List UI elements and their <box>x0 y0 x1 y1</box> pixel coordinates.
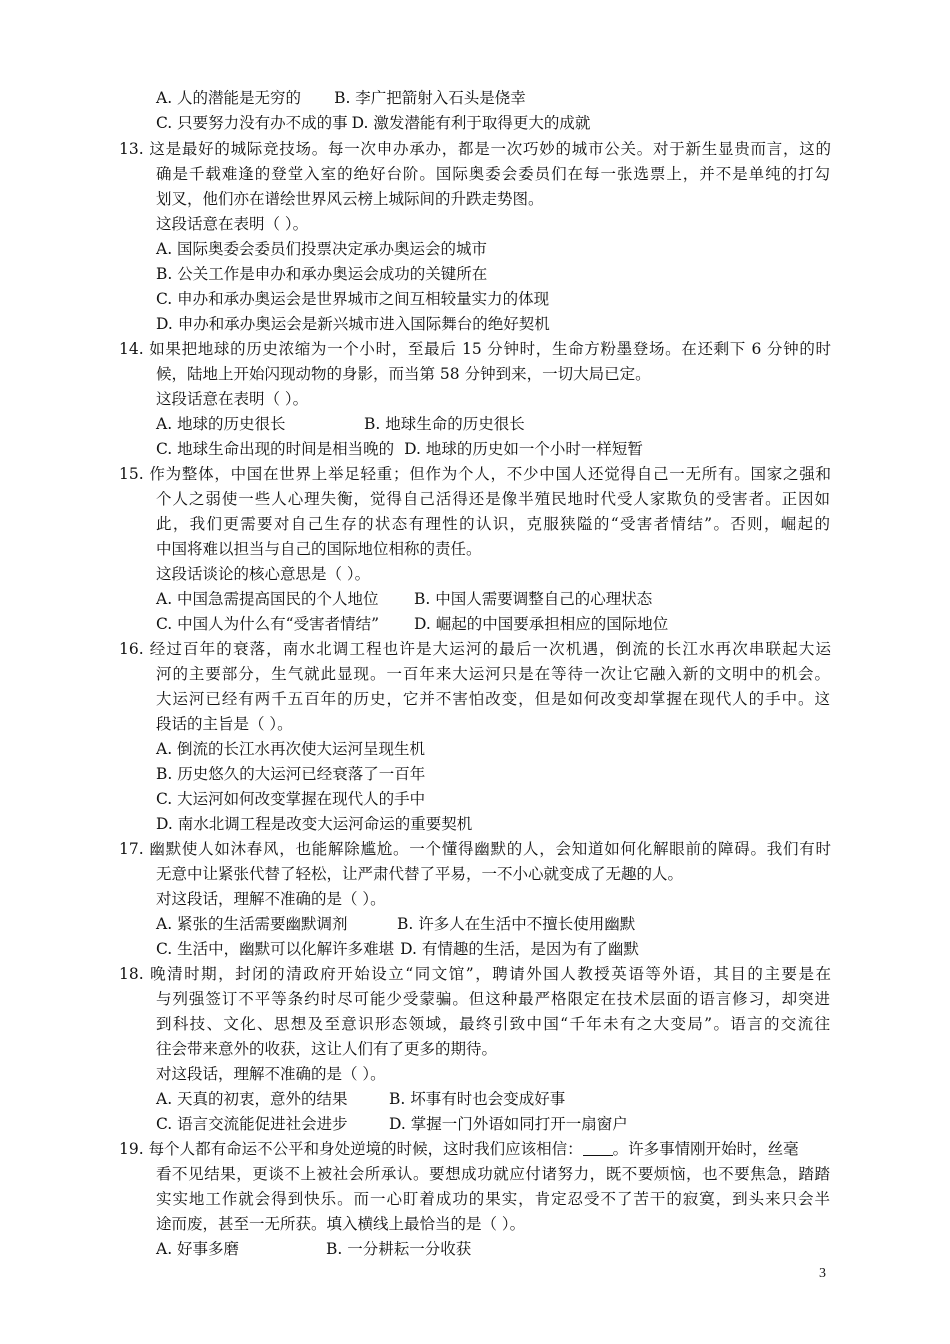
q14-prompt: 这段话意在表明（ ）。 <box>156 390 309 408</box>
q14-options-row1 <box>156 412 525 437</box>
q19-stem-before-blank: 19. 每个人都有命运不公平和身处逆境的时候，这时我们应该相信： <box>119 1140 583 1158</box>
q19-answer-blank <box>583 1139 613 1156</box>
q19-stem-line1 <box>119 1137 799 1162</box>
q16-option-c: C. 大运河如何改变掌握在现代人的手中 <box>156 790 426 808</box>
q19-option-b: B. 一分耕耘一分收获 <box>326 1240 472 1258</box>
q15-prompt: 这段话谈论的核心意思是（ ）。 <box>156 565 371 583</box>
q15-stem-line4: 中国将难以担当与自己的国际地位相称的责任。 <box>156 540 482 558</box>
q12-option-c: C. 只要努力没有办不成的事 <box>156 114 348 132</box>
q17-prompt: 对这段话，理解不准确的是（ ）。 <box>156 890 386 908</box>
q15-option-d: D. 崛起的中国要承担相应的国际地位 <box>414 615 669 633</box>
q19-stem-line2: 看不见结果，更谈不上被社会所承认。要想成功就应付诸努力，既不要烦恼，也不要焦急，踏踏 <box>156 1165 830 1183</box>
q18-options-row2 <box>156 1112 628 1137</box>
q19-stem-line3: 实实地工作就会得到快乐。而一心盯着成功的果实，肯定忍受不了苦干的寂寞，到头来只会半 <box>156 1190 830 1208</box>
q15-option-c: C. 中国人为什么有“受害者情结” <box>156 615 380 633</box>
q12-option-b: B. 李广把箭射入石头是侥幸 <box>334 89 526 107</box>
q15-stem-line1: 15. 作为整体，中国在世界上举足轻重；但作为个人，不少中国人还觉得自己一无所有。国家之强和 <box>119 465 831 483</box>
q18-option-c: C. 语言交流能促进社会进步 <box>156 1115 348 1133</box>
q19-option-a: A. 好事多磨 <box>156 1240 240 1258</box>
q13-stem-line3: 划叉，他们亦在谱绘世界风云榜上城际间的升跌走势图。 <box>156 190 544 208</box>
q19-stem-after-blank: 。许多事情刚开始时，丝毫 <box>612 1140 799 1158</box>
q15-options-row2 <box>156 612 668 637</box>
q13-option-d: D. 申办和承办奥运会是新兴城市进入国际舞台的绝好契机 <box>156 315 550 333</box>
q15-options-row1 <box>156 587 652 612</box>
q14-stem-line2: 候，陆地上开始闪现动物的身影，而当第 58 分钟到来，一切大局已定。 <box>156 365 651 383</box>
q17-options-row2 <box>156 937 639 962</box>
q18-stem-line2: 与列强签订不平等条约时尽可能少受蒙骗。但这种最严格限定在技术层面的语言修习，却突进 <box>156 990 830 1008</box>
q13-option-a: A. 国际奥委会委员们投票决定承办奥运会的城市 <box>156 240 488 258</box>
q12-options-row2 <box>156 111 590 136</box>
q17-options-row1 <box>156 912 635 937</box>
q17-option-c: C. 生活中，幽默可以化解许多难堪 <box>156 940 395 958</box>
q18-prompt: 对这段话，理解不准确的是（ ）。 <box>156 1065 386 1083</box>
q17-option-b: B. 许多人在生活中不擅长使用幽默 <box>397 915 636 933</box>
q18-option-d: D. 掌握一门外语如同打开一扇窗户 <box>389 1115 628 1133</box>
q12-option-a: A. 人的潜能是无穷的 <box>156 89 302 107</box>
q16-stem-line1: 16. 经过百年的衰落，南水北调工程也许是大运河的最后一次机遇，倒流的长江水再次串联起大运 <box>119 640 831 658</box>
q16-option-b: B. 历史悠久的大运河已经衰落了一百年 <box>156 765 426 783</box>
q18-options-row1 <box>156 1087 565 1112</box>
q13-option-b: B. 公关工作是申办和承办奥运会成功的关键所在 <box>156 265 488 283</box>
q16-stem-line3: 大运河已经有两千五百年的历史，它并不害怕改变，但是如何改变却掌握在现代人的手中。这 <box>156 690 830 708</box>
q18-stem-line1: 18. 晚清时期，封闭的清政府开始设立“同文馆”，聘请外国人教授英语等外语，其目的主要是在 <box>119 965 831 983</box>
q13-option-c: C. 申办和承办奥运会是世界城市之间互相较量实力的体现 <box>156 290 550 308</box>
q15-stem-line2: 个人之弱使一些人心理失衡，觉得自己活得还是像半殖民地时代受人家欺负的受害者。正因如 <box>156 490 830 508</box>
q15-option-a: A. 中国急需提高国民的个人地位 <box>156 590 379 608</box>
q13-stem-line1: 13. 这是最好的城际竞技场。每一次申办承办，都是一次巧妙的城市公关。对于新生显贵而言，这的 <box>119 140 831 158</box>
q12-options-row1 <box>156 86 526 111</box>
q14-options-row2 <box>156 437 643 462</box>
q18-option-a: A. 天真的初衷，意外的结果 <box>156 1090 348 1108</box>
q14-option-a: A. 地球的历史很长 <box>156 415 286 433</box>
q15-option-b: B. 中国人需要调整自己的心理状态 <box>414 590 653 608</box>
q13-prompt: 这段话意在表明（ ）。 <box>156 215 309 233</box>
q19-options-row1 <box>156 1237 471 1262</box>
q16-option-a: A. 倒流的长江水再次使大运河呈现生机 <box>156 740 426 758</box>
q14-option-c: C. 地球生命出现的时间是相当晚的 <box>156 440 395 458</box>
q14-option-b: B. 地球生命的历史很长 <box>364 415 525 433</box>
q17-option-d: D. 有情趣的生活，是因为有了幽默 <box>400 940 639 958</box>
q12-option-d: D. 激发潜能有利于取得更大的成就 <box>351 114 591 132</box>
q15-stem-line3: 此，我们更需要对自己生存的状态有理性的认识，克服狭隘的“受害者情结”。否则，崛起的 <box>156 515 830 533</box>
q16-option-d: D. 南水北调工程是改变大运河命运的重要契机 <box>156 815 473 833</box>
q14-option-d: D. 地球的历史如一个小时一样短暂 <box>404 440 643 458</box>
q18-stem-line3: 到科技、文化、思想及至意识形态领域，最终引致中国“千年未有之大变局”。语言的交流往 <box>156 1015 830 1033</box>
q18-stem-line4: 往会带来意外的收获，这让人们有了更多的期待。 <box>156 1040 498 1058</box>
q18-option-b: B. 坏事有时也会变成好事 <box>389 1090 566 1108</box>
q16-stem-line2: 河的主要部分，生气就此显现。一百年来大运河只是在等待一次让它融入新的文明中的机会。 <box>156 665 830 683</box>
page-number: 3 <box>819 1266 826 1281</box>
q17-option-a: A. 紧张的生活需要幽默调剂 <box>156 915 348 933</box>
q17-stem-line1: 17. 幽默使人如沐春风，也能解除尴尬。一个懂得幽默的人，会知道如何化解眼前的障碍。我们有时 <box>119 840 831 858</box>
q14-stem-line1: 14. 如果把地球的历史浓缩为一个小时，至最后 15 分钟时，生命方粉墨登场。在还剩下 6 分钟的时 <box>119 340 831 358</box>
q13-stem-line2: 确是千载难逢的登堂入室的绝好台阶。国际奥委会委员们在每一张选票上，并不是单纯的打勾 <box>156 165 830 183</box>
q16-stem-line4: 段话的主旨是（ ）。 <box>156 715 293 733</box>
q17-stem-line2: 无意中让紧张代替了轻松，让严肃代替了平易，一不小心就变成了无趣的人。 <box>156 865 684 883</box>
q19-stem-line4: 途而废，甚至一无所获。填入横线上最恰当的是（ ）。 <box>156 1215 526 1233</box>
